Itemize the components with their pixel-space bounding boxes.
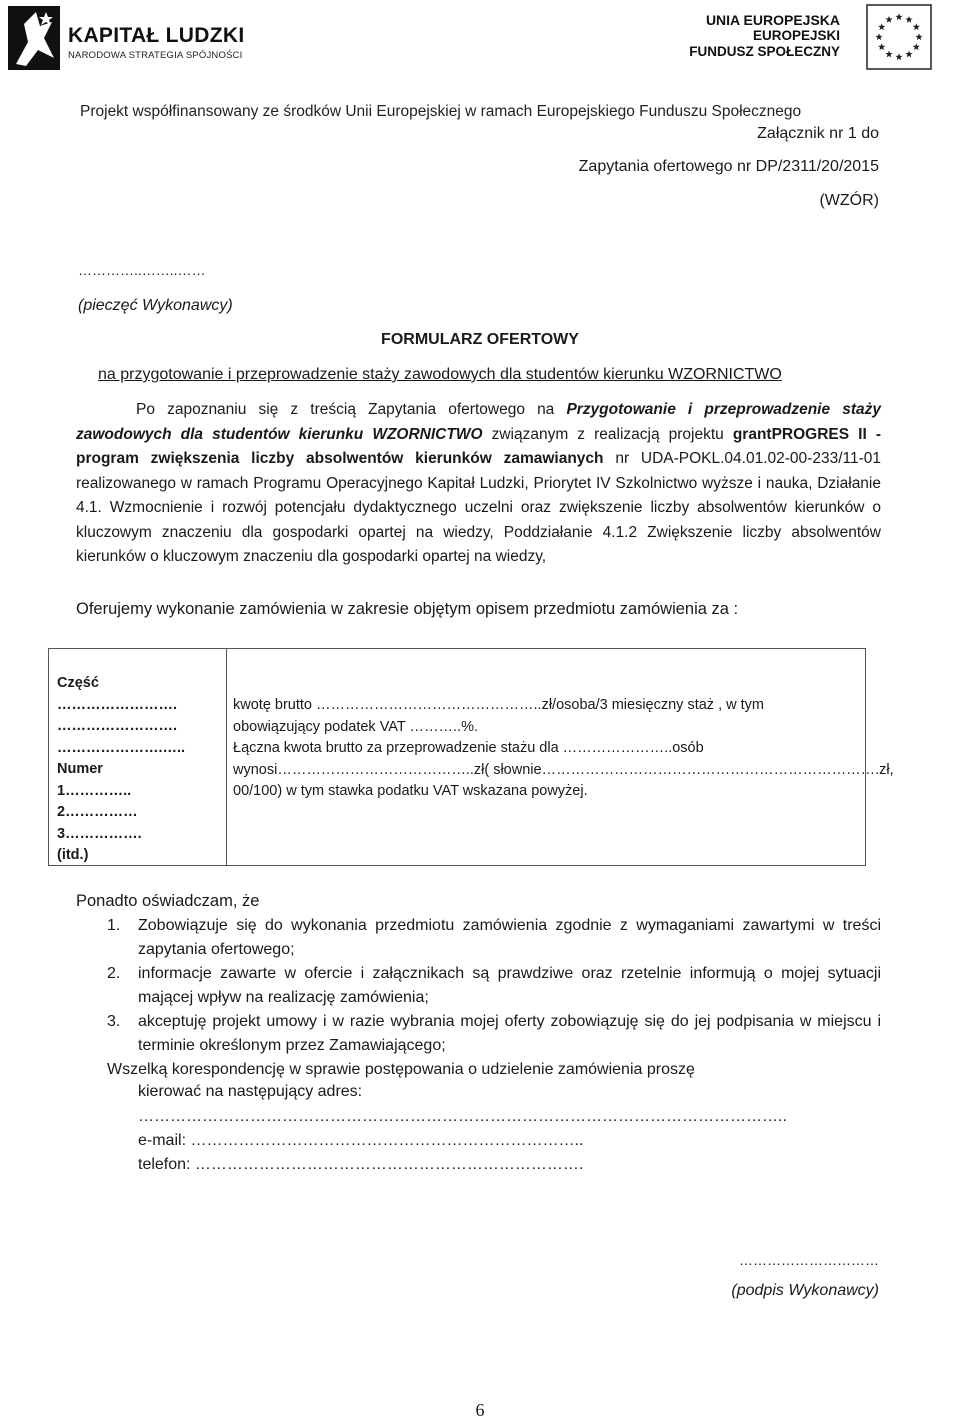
offer-table <box>48 648 894 866</box>
address-field[interactable]: ………………………………………………………………………………………………………….. <box>138 1108 787 1125</box>
template-marker: (WZÓR) <box>819 192 879 209</box>
declaration-text: Zobowiązuje się do wykonania przedmiotu zamówienia zgodnie z wymaganiami zawartymi w treści zapytania ofertowego; <box>138 917 881 958</box>
intro-paragraph <box>76 398 881 570</box>
correspondence-line-1: Wszelką korespondencję w sprawie postępowania o udzielenie zamówienia proszę <box>107 1061 695 1078</box>
part-field-3[interactable]: ………………….….. <box>57 739 186 756</box>
kapital-ludzki-logo <box>6 4 246 74</box>
declaration-item <box>107 1010 881 1058</box>
number-field-2[interactable]: 2…………… <box>57 804 138 820</box>
eu-logo-line2: EUROPEJSKI <box>752 28 840 43</box>
vat-line[interactable]: obowiązujący podatek VAT ………..%. <box>233 718 478 735</box>
intro-text-c: realizowanego w ramach Programu Operacyjnego Kapitał Ludzki, Priorytet IV Szkolnictwo wyższe i nauka, Działanie 4.1. Wzmocnienie i rozwój potencjału dydaktycznego uczelni oraz zwiększenie liczby absolwentów kierunków o kluczowym znaczeniu dla gospodarki opartej na wiedzy, Poddziałanie 4.1.2 Zwiększenie liczby absolwentów kierunków o kluczowym znaczeniu dla gospodarki opartej na wiedzy, <box>76 474 881 565</box>
number-field-3[interactable]: 3……………. <box>57 825 142 842</box>
logo-left-title: KAPITAŁ LUDZKI <box>68 24 245 47</box>
eu-flag-icon <box>866 4 932 70</box>
attachment-number: Załącznik nr 1 do <box>757 125 879 142</box>
part-field-2[interactable]: ……………………. <box>57 718 178 734</box>
declaration-number: 2. <box>107 965 121 982</box>
number-label: Numer <box>57 761 103 777</box>
declaration-number: 3. <box>107 1013 121 1030</box>
inquiry-reference: Zapytania ofertowego nr DP/2311/20/2015 <box>578 158 879 175</box>
logo-left-subtitle: NARODOWA STRATEGIA SPÓJNOŚCI <box>68 50 243 61</box>
form-subtitle: na przygotowanie i przeprowadzenie staży zawodowych dla studentów kierunku WZORNICTWO <box>98 366 782 383</box>
form-title: FORMULARZ OFERTOWY <box>381 331 579 348</box>
project-cofinancing-line: Projekt współfinansowany ze środków Unii Europejskiej w ramach Europejskiego Funduszu Społecznego <box>80 103 802 120</box>
part-field-1[interactable]: ……………………. <box>57 696 178 713</box>
declaration-number: 1. <box>107 917 121 934</box>
declaration-item <box>107 914 881 962</box>
inquiry-subject: Przygotowanie i przeprowadzenie staży zawodowych dla studentów kierunku WZORNICTWO <box>76 401 882 443</box>
declaration-text: akceptuję projekt umowy i w razie wybrania mojej oferty zobowiązuję się do jej podpisania w miejscu i terminie określonym przez Zamawiającego; <box>138 1013 881 1054</box>
project-number: nr UDA-POKL.04.01.02-00-233/11-01 <box>603 450 881 467</box>
eu-logo <box>682 4 932 70</box>
declaration-title: Ponadto oświadczam, że <box>76 892 260 910</box>
phone-field[interactable]: telefon: ………………………………………………………………. <box>138 1156 584 1173</box>
part-label: Część <box>57 675 99 691</box>
total-gross-line[interactable]: Łączna kwota brutto za przeprowadzenie stażu dla …………………..osób <box>233 740 704 756</box>
email-field[interactable]: e-mail: ……………………………………………………………….. <box>138 1132 584 1149</box>
offer-table-left-cell <box>49 649 227 865</box>
stamp-placeholder: …………..……..…… <box>78 262 206 278</box>
declaration-item <box>107 962 881 1010</box>
vat-rate-line: 00/100) w tym stawka podatku VAT wskazana powyżej. <box>233 783 588 799</box>
project-name: grantPROGRES II - program zwiększenia liczby absolwentów kierunków zamawianych <box>76 425 881 467</box>
signature-placeholder[interactable]: ………………………… <box>739 1252 879 1268</box>
correspondence-line-2: kierować na następujący adres: <box>138 1083 363 1100</box>
offer-line: Oferujemy wykonanie zamówienia w zakresie objętym opisem przedmiotu zamówienia za : <box>76 600 739 618</box>
eu-logo-line3: FUNDUSZ SPOŁECZNY <box>689 44 840 59</box>
intro-text-b: związanym z realizacją projektu <box>482 425 733 443</box>
number-etc: (itd.) <box>57 847 89 863</box>
eu-logo-text <box>689 12 840 60</box>
kapital-ludzki-emblem-icon <box>6 4 62 72</box>
declaration-list <box>107 914 881 1058</box>
intro-text-a: Po zapoznaniu się z treścią Zapytania ofertowego na <box>136 401 567 418</box>
page-number: 6 <box>475 1400 485 1420</box>
eu-logo-line1: UNIA EUROPEJSKA <box>705 12 840 28</box>
stamp-label: (pieczęć Wykonawcy) <box>78 297 233 314</box>
declaration-text: informacje zawarte w ofercie i załącznikach są prawdziwe oraz rzetelnie informują o mojej sytuacji mającej wpływ na realizację zamówienia; <box>138 965 881 1006</box>
number-field-1[interactable]: 1………….. <box>57 782 132 799</box>
total-amount-words-line[interactable]: wynosi…………………………………..zł( słownie…………………………………………………………….zł, <box>233 761 894 778</box>
offer-table-right-cell <box>227 649 894 865</box>
signature-label: (podpis Wykonawcy) <box>731 1282 879 1299</box>
gross-amount-line[interactable]: kwotę brutto ………………………………………..zł/osoba/3 miesięczny staż , w tym <box>233 697 764 713</box>
